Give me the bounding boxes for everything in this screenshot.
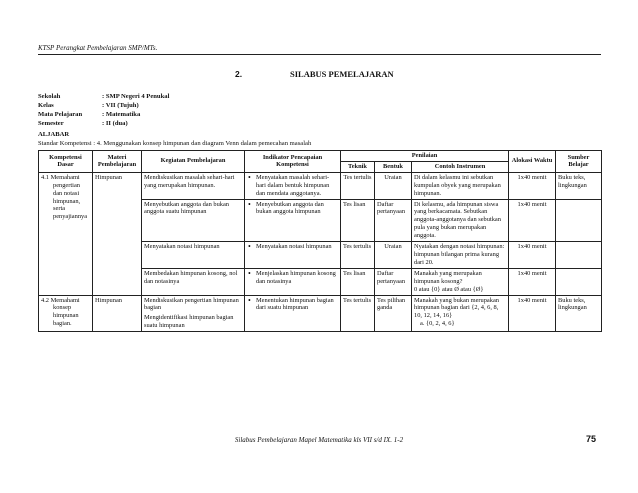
info-row (38, 119, 169, 128)
standar-kompetensi: Standar Kompetensi : 4. Menggunakan konsep himpunan dan diagram Venn dalam pemecahan masalah (38, 140, 312, 147)
sumber-cell: Buku teks, lingkungan (556, 172, 602, 199)
kegiatan-cell (142, 295, 245, 332)
info-value: : SMP Negeri 4 Penukal (102, 93, 170, 100)
indikator-cell (245, 172, 341, 199)
teknik-cell: Tes lisan (341, 199, 375, 242)
alokasi-cell: 1x40 menit (509, 172, 556, 199)
kegiatan-cell: Mendiskusikan masalah sehari-hari yang merupakan himpunan. (142, 172, 245, 199)
info-row (38, 92, 169, 101)
alokasi-cell: 1x40 menit (509, 268, 556, 295)
col-penilaian: Penilaian (341, 151, 509, 162)
col-contoh: Contoh Instrumen (412, 161, 509, 172)
sumber-cell (556, 268, 602, 295)
header-divider (38, 54, 601, 55)
kegiatan-cell: Membedakan himpunan kosong, nol dan notasinya (142, 268, 245, 295)
contoh-cell: Di kelasmu, ada himpunan siswa yang berkacamata. Sebutkan anggota-anggotanya dan sebutkan pula yang bukan merupakan anggota. (412, 199, 509, 242)
col-indikator: Indikator Pencapaian Kompetensi (245, 151, 341, 173)
info-row (38, 101, 169, 110)
contoh-option: a. {0, 2, 4, 6} (420, 320, 455, 328)
col-materi: Materi Pembelajaran (93, 151, 142, 173)
indikator-item: • Menyebutkan anggota dan bukan anggota himpunan (256, 201, 338, 217)
contoh-text: Manakah yang merupakan himpunan kosong? (414, 269, 482, 285)
running-header: KTSP Perangkat Pembelajaran SMP/MTs. (38, 44, 158, 52)
indikator-cell (245, 199, 341, 242)
contoh-cell (412, 268, 509, 295)
title-text: SILABUS PEMELAJARAN (290, 69, 394, 79)
teknik-cell: Tes tertulis (341, 295, 375, 332)
bentuk-cell: Tes pilihan ganda (375, 295, 412, 332)
sumber-cell: Buku teks, lingkungan (556, 295, 602, 332)
table-row (39, 172, 602, 199)
sumber-cell (556, 199, 602, 242)
info-row (38, 110, 169, 119)
indikator-cell (245, 242, 341, 269)
alokasi-cell: 1x40 menit (509, 295, 556, 332)
info-value: : VII (Tujuh) (102, 102, 139, 109)
contoh-cell: Di dalam kelasmu ini sebutkan kumpulan obyek yang merupakan himpunan. (412, 172, 509, 199)
indikator-item: • Menyatakan masalah sehari- hari dalam bentuk himpunan dan mendata anggotanya. (256, 174, 338, 198)
alokasi-cell: 1x40 menit (509, 199, 556, 242)
col-alokasi: Alokasi Waktu (509, 151, 556, 173)
contoh-options: 0 atau {0} atau Ø atau {Ø} (414, 285, 484, 293)
indikator-item: • Menjelaskan himpunan kosong dan notasinya (256, 270, 338, 286)
bentuk-cell: Daftar pertanyaan (375, 199, 412, 242)
info-value: : Matematika (102, 111, 141, 118)
contoh-cell: Nyatakan dengan notasi himpunan: himpunan bilangan prima kurang dari 20. (412, 242, 509, 269)
info-key: Semester (38, 120, 64, 127)
materi-cell: Himpunan (93, 295, 142, 332)
col-kompetensi: Kompetensi Dasar (39, 151, 93, 173)
title-number: 2. (235, 69, 243, 79)
kegiatan-cell: Menyatakan notasi himpunan (142, 242, 245, 269)
info-value: : II (dua) (102, 120, 128, 127)
alokasi-cell: 1x40 menit (509, 242, 556, 269)
info-key: Mata Pelajaran (38, 111, 83, 118)
kegiatan-cell: Menyebutkan anggota dan bukan anggota suatu himpunan (142, 199, 245, 242)
materi-cell: Himpunan (93, 172, 142, 295)
info-key: Kelas (38, 102, 54, 109)
bentuk-cell: Uraian (375, 242, 412, 269)
contoh-text: Manakah yang bukan merupakan himpunan bagian dari {2, 4, 6, 8, 10, 12, 14, 16} (414, 296, 500, 320)
indikator-cell (245, 295, 341, 332)
col-bentuk: Bentuk (375, 161, 412, 172)
col-kegiatan: Kegiatan Pembelajaran (142, 151, 245, 173)
kegiatan-text: Mendiskusikan pengertian himpunan bagian (144, 296, 239, 312)
footer-text: Silabus Pembelajaran Mapel Matematika kls VII s/d IX. 1-2 (234, 436, 404, 444)
school-info (38, 92, 169, 128)
info-key: Sekolah (38, 93, 61, 100)
indikator-cell (245, 268, 341, 295)
bentuk-cell: Daftar pertanyaan (375, 268, 412, 295)
page-number: 75 (586, 434, 597, 444)
bentuk-cell: Uraian (375, 172, 412, 199)
teknik-cell: Tes lisan (341, 268, 375, 295)
contoh-cell (412, 295, 509, 332)
kd-cell: 4.1 Memahami pengertian dan notasi himpunan, serta penyajiannya (39, 172, 93, 295)
indikator-item: • Menyatakan notasi himpunan (256, 243, 338, 251)
teknik-cell: Tes tertulis (341, 172, 375, 199)
col-teknik: Teknik (341, 161, 375, 172)
section-heading: ALJABAR (38, 131, 70, 138)
sumber-cell (556, 242, 602, 269)
teknik-cell: Tes tertulis (341, 242, 375, 269)
kd-cell: 4.2 Memahami konsep himpunan bagian. (39, 295, 93, 332)
kegiatan-text: Mengidentifikasi himpunan bagian suatu himpunan (144, 314, 234, 330)
col-sumber: Sumber Belajar (556, 151, 602, 173)
table-header-row (39, 151, 602, 162)
syllabus-table (38, 150, 602, 332)
indikator-item: • Menentukan himpunan bagian dari suatu himpunan (256, 297, 338, 313)
table-row (39, 295, 602, 332)
